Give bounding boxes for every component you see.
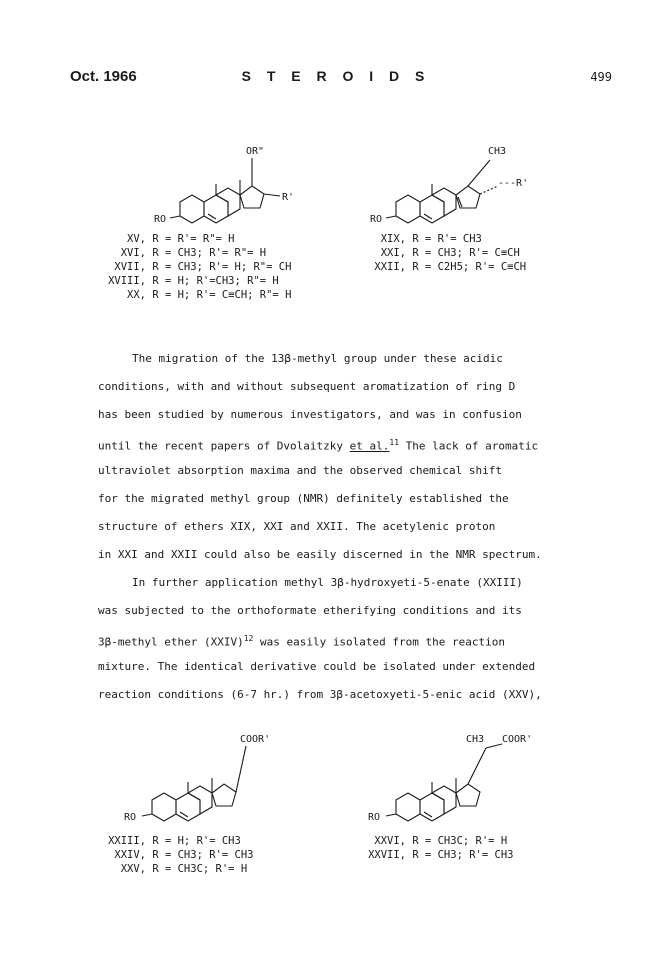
- et-al: et al.: [349, 439, 390, 453]
- compound-number: XXII,: [374, 261, 406, 273]
- compound-number: XVI,: [120, 247, 146, 259]
- page-number: 499: [590, 70, 612, 84]
- compound-substituents: R = CH3; R'= CH3: [146, 849, 254, 861]
- compound-substituents: R = CH3; R'= CH3: [406, 849, 514, 861]
- ch3-label-2: CH3: [466, 734, 485, 745]
- compound-substituents: R = CH3; R'= H; R"= CH: [146, 261, 292, 273]
- para1-line5: ultraviolet absorption maxima and the observed chemical shift: [98, 464, 502, 477]
- para1-line2: conditions, with and without subsequent aromatization of ring D: [98, 380, 516, 393]
- compound-row: [362, 848, 513, 862]
- para1-line8: in XXI and XXII could also be easily discerned in the NMR spectrum.: [98, 548, 542, 561]
- compound-row: [96, 862, 253, 876]
- coor-label: COOR': [240, 734, 271, 745]
- compound-number: XXV,: [120, 863, 146, 875]
- coor-label-2: COOR': [502, 734, 533, 745]
- compound-row: [96, 848, 253, 862]
- steroid-structure-xix: [366, 140, 546, 230]
- compound-number: XXIV,: [114, 849, 146, 861]
- para2-line2: was subjected to the orthoformate etherifying conditions and its: [98, 604, 522, 617]
- compound-number: XVII,: [114, 261, 146, 273]
- compound-row: [96, 232, 291, 246]
- compound-row: [96, 246, 291, 260]
- rprime-dash-label: ---R': [498, 178, 529, 189]
- rprime-label: R': [282, 192, 295, 203]
- compound-row: [362, 246, 526, 260]
- para1-line3: has been studied by numerous investigators, and was in confusion: [98, 408, 522, 421]
- compound-substituents: R = C2H5; R'= C≡CH: [406, 261, 527, 273]
- compound-substituents: R = CH3C; R'= H: [406, 835, 508, 847]
- compound-row: [362, 834, 513, 848]
- ch3-label: CH3: [488, 146, 507, 157]
- compound-substituents: R = H; R'=CH3; R"= H: [146, 275, 279, 287]
- compound-list-bottom-left: [96, 834, 253, 876]
- running-head-date: Oct. 1966: [70, 68, 137, 85]
- steroid-structure-xv: [150, 140, 320, 230]
- compound-row: [96, 260, 291, 274]
- ref-12: 12: [243, 634, 254, 643]
- ref-11: 11: [389, 438, 400, 447]
- compound-number: XXVI,: [374, 835, 406, 847]
- compound-number: XXI,: [380, 247, 406, 259]
- ro-label-3: RO: [124, 812, 137, 823]
- para2-line3-tail: was easily isolated from the reaction: [253, 635, 506, 649]
- ro-label: RO: [154, 214, 167, 225]
- compound-row: [362, 260, 526, 274]
- para1-line4-text: until the recent papers of Dvolaitzky: [98, 439, 350, 453]
- compound-row: [96, 274, 291, 288]
- compound-substituents: R = R'= R"= H: [146, 233, 235, 245]
- para2-line1: In further application methyl 3β-hydroxyeti-5-enate (XXIII): [132, 576, 523, 589]
- compound-number: XX,: [127, 289, 146, 301]
- compound-list-right: [362, 232, 526, 274]
- para2-line5: reaction conditions (6-7 hr.) from 3β-acetoxyeti-5-enic acid (XXV),: [98, 688, 542, 701]
- compound-substituents: R = R'= CH3: [406, 233, 482, 245]
- para1-line1: The migration of the 13β-methyl group under these acidic: [132, 352, 503, 365]
- para2-line4: mixture. The identical derivative could be isolated under extended: [98, 660, 536, 673]
- compound-substituents: R = CH3; R'= C≡CH: [406, 247, 520, 259]
- compound-substituents: R = CH3C; R'= H: [146, 863, 248, 875]
- para1-line4-tail: The lack of aromatic: [399, 439, 539, 453]
- running-head-journal: S T E R O I D S: [241, 68, 431, 84]
- para2-line3-text: 3β-methyl ether (XXIV): [98, 635, 244, 649]
- ro-label-4: RO: [368, 812, 381, 823]
- ro-label-2: RO: [370, 214, 383, 225]
- compound-substituents: R = CH3; R'= R"= H: [146, 247, 267, 259]
- compound-list-left: [96, 232, 291, 302]
- compound-number: XV,: [127, 233, 146, 245]
- para2-line3: [98, 632, 505, 650]
- compound-number: XIX,: [380, 233, 406, 245]
- or2-label: OR": [246, 146, 265, 157]
- compound-row: [362, 232, 526, 246]
- para1-line4: [98, 436, 538, 454]
- compound-row: [96, 288, 291, 302]
- compound-number: XXVII,: [368, 849, 406, 861]
- compound-number: XXIII,: [108, 835, 146, 847]
- compound-substituents: R = H; R'= CH3: [146, 835, 241, 847]
- compound-list-bottom-right: [362, 834, 513, 862]
- steroid-structure-xxiii: [122, 730, 302, 830]
- para1-line7: structure of ethers XIX, XXI and XXII. The acetylenic proton: [98, 520, 496, 533]
- steroid-structure-xxvi: [366, 730, 556, 830]
- compound-substituents: R = H; R'= C≡CH; R"= H: [146, 289, 292, 301]
- compound-number: XVIII,: [108, 275, 146, 287]
- para1-line6: for the migrated methyl group (NMR) definitely established the: [98, 492, 509, 505]
- compound-row: [96, 834, 253, 848]
